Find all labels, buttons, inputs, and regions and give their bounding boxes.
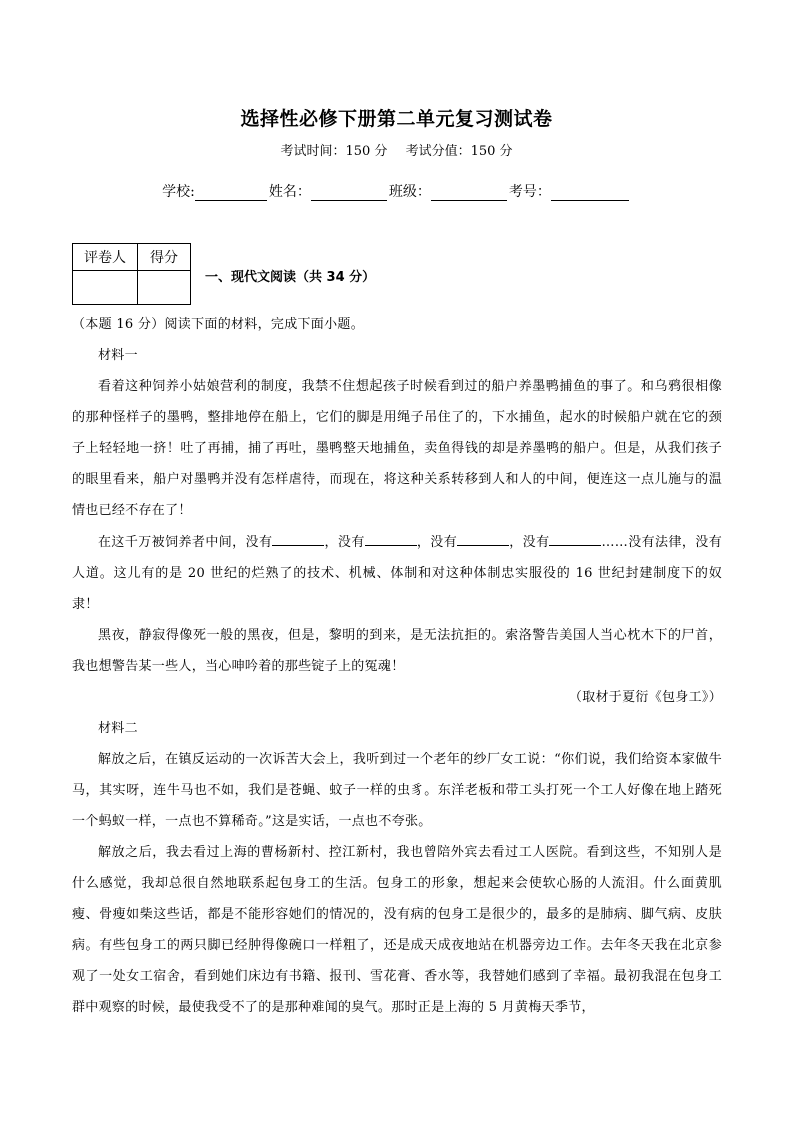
material2-paragraph-1: 解放之后，在镇反运动的一次诉苦大会上，我听到过一个老年的纱厂女工说：“你们说，我们给资本家做牛马，其实呀，连牛马也不如，我们是苍蝇、蚊子一样的虫豸。东洋老板和带工头打死一个工人好像在地上踏死一个蚂蚁一样，一点也不算稀奇。”这是实话，一点也不夸张。 [72,752,722,829]
page-title: 选择性必修下册第二单元复习测试卷 [240,108,553,130]
fill-blank-3[interactable] [457,533,509,546]
number-label: 考号： [508,184,551,200]
reviewer-header: 评卷人 [73,244,138,271]
p2-part-b: ，没有 [324,535,365,550]
question-intro: （本题 16 分）阅读下面的材料，完成下面小题。 [72,317,365,332]
material2-paragraph-2: 解放之后，我去看过上海的曹杨新村、控江新村，我也曾陪外宾去看过工人医院。看到这些，不知别人是什么感觉，我却总很自然地联系起包身工的生活。包身工的形象，想起来会使软心肠的人流泪。什么面黄肌瘦、骨瘦如柴这些话，都是不能形容她们的情况的，没有病的包身工是很少的，最多的是肺病、脚气病、皮肤病。有些包身工的两只脚已经肿得像碗口一样粗了，还是成天成夜地站在机器旁边工作。去年冬天我在北京参观了一处女工宿舍，看到她们床边有书籍、报刊、雪花膏、香水等，我替她们感到了幸福。最初我混在包身工群中观察的时候，最使我受不了的是那种难闻的臭气。那时正是上海的 5 月黄梅天季节， [72,845,722,1015]
material1-paragraph-3: 黑夜，静寂得像死一般的黑夜，但是，黎明的到来，是无法抗拒的。索洛警告美国人当心枕木下的尸首，我也想警告某一些人，当心呻吟着的那些锭子上的冤魂！ [72,628,722,674]
material2-label: 材料二 [98,721,138,736]
p2-part-a: 在这千万被饲养者中间，没有 [98,535,273,550]
name-blank[interactable] [311,186,387,201]
material1-source: （取材于夏衍《包身工》） [568,690,722,705]
exam-time: 考试时间：150 分 [280,144,388,159]
student-info-row [0,181,793,201]
p2-part-d: ，没有 [509,535,550,550]
reviewer-cell[interactable] [73,271,138,305]
score-table [72,243,191,305]
score-cell[interactable] [138,271,191,305]
fill-blank-2[interactable] [365,533,417,546]
material1-paragraph-2 [72,527,722,620]
material1-paragraph-1: 看着这种饲养小姑娘营利的制度，我禁不住想起孩子时候看到过的船户养墨鸭捕鱼的事了。和乌鸦很相像的那种怪样子的墨鸭，整排地停在船上，它们的脚是用绳子吊住了的，下水捕鱼，起水的时候船户就在它的颈子上轻轻地一挤！吐了再捕，捕了再吐，墨鸭整天地捕鱼，卖鱼得钱的却是养墨鸭的船户。但是，从我们孩子的眼里看来，船户对墨鸭并没有怎样虐待，而现在，将这种关系转移到人和人的中间，便连这一点儿施与的温情也已经不存在了！ [72,379,722,518]
school-blank[interactable] [195,186,267,201]
school-label: 学校: [162,184,195,200]
section-heading: 一、现代文阅读（共 34 分） [205,270,376,285]
class-label: 班级： [388,184,431,200]
name-label: 姓名： [268,184,311,200]
number-blank[interactable] [551,186,629,201]
class-blank[interactable] [431,186,507,201]
score-header: 得分 [138,244,191,271]
exam-meta [0,140,793,159]
p2-part-c: ，没有 [416,535,458,550]
p2-part-e: ……没有法律，没有人道。这儿有的是 20 世纪的烂熟了的技术、机械、体制和对这种体制忠实服役的 16 世纪封建制度下的奴隶！ [72,535,722,612]
material1-label: 材料一 [98,348,138,363]
fill-blank-1[interactable] [272,533,324,546]
exam-score: 考试分值：150 分 [405,144,513,159]
fill-blank-4[interactable] [549,533,601,546]
